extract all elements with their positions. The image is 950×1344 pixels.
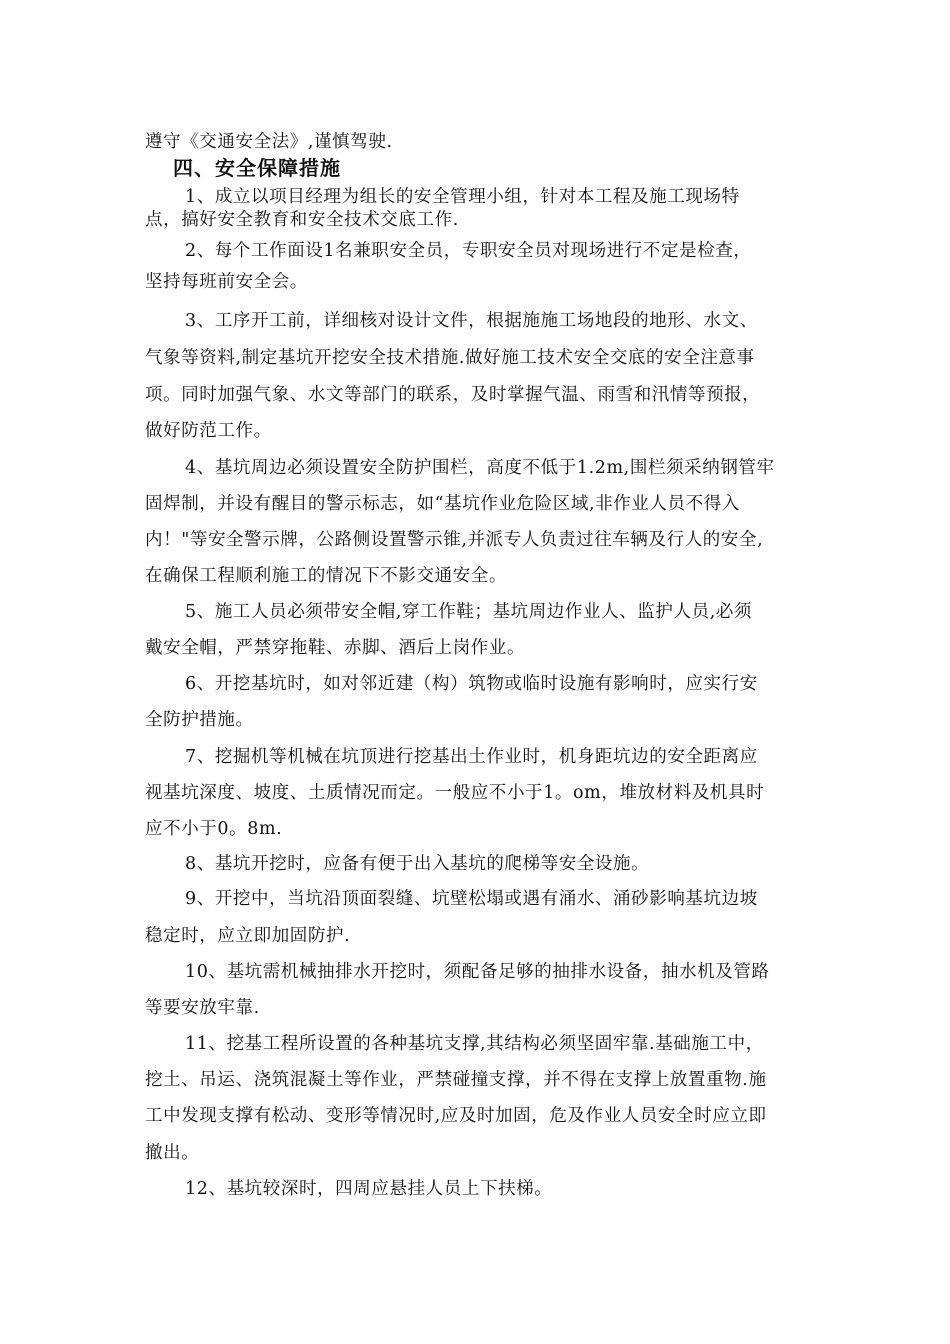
- paragraph-1-line-1: 1、成立以项目经理为组长的安全管理小组，针对本工程及施工现场特: [185, 187, 740, 207]
- paragraph-3-line-2: 气象等资料,制定基坑开挖安全技术措施.做好施工技术安全交底的安全注意事: [145, 348, 755, 368]
- paragraph-7-line-2: 视基坑深度、坡度、土质情况而定。一般应不小于1。om，堆放材料及机具时: [145, 783, 765, 803]
- paragraph-10-line-2: 等要安放牢靠.: [145, 998, 260, 1018]
- text-line: 遵守《交通安全法》,谨慎驾驶.: [145, 132, 393, 152]
- paragraph-4-line-3: 内！"等安全警示牌，公路侧设置警示锥,并派专人负责过往车辆及行人的安全,: [145, 530, 764, 550]
- paragraph-12-line-1: 12、基坑较深时，四周应悬挂人员上下扶梯。: [185, 1179, 553, 1199]
- paragraph-10-line-1: 10、基坑需机械抽排水开挖时，须配备足够的抽排水设备，抽水机及管路: [185, 962, 770, 982]
- paragraph-11-line-3: 工中发现支撑有松动、变形等情况时,应及时加固，危及作业人员安全时应立即: [145, 1106, 767, 1126]
- paragraph-6-line-2: 全防护措施。: [145, 710, 254, 730]
- paragraph-11-line-1: 11、挖基工程所设置的各种基坑支撑,其结构必须坚固牢靠.基础施工中，: [185, 1034, 764, 1054]
- paragraph-4-line-2: 固焊制，并设有醒目的警示标志，如“基坑作业危险区域,非作业人员不得入: [145, 494, 740, 514]
- paragraph-6-line-1: 6、开挖基坑时，如对邻近建（构）筑物或临时设施有影响时，应实行安: [185, 674, 758, 694]
- paragraph-5-line-2: 戴安全帽，严禁穿拖鞋、赤脚、酒后上岗作业。: [145, 638, 526, 658]
- paragraph-9-line-2: 稳定时，应立即加固防护.: [145, 926, 351, 946]
- paragraph-8-line-1: 8、基坑开挖时，应备有便于出入基坑的爬梯等安全设施。: [185, 854, 650, 874]
- paragraph-2-line-1: 2、每个工作面设1名兼职安全员，专职安全员对现场进行不定是检查，: [185, 241, 752, 261]
- paragraph-7-line-1: 7、挖掘机等机械在坑顶进行挖基出土作业时，机身距坑边的安全距离应: [185, 747, 758, 767]
- paragraph-2-line-2: 坚持每班前安全会。: [145, 272, 308, 292]
- paragraph-3-line-4: 做好防范工作。: [145, 421, 272, 441]
- paragraph-9-line-1: 9、开挖中，当坑沿顶面裂缝、坑壁松塌或遇有涌水、涌砂影响基坑边坡: [185, 889, 758, 909]
- paragraph-11-line-4: 撤出。: [145, 1143, 200, 1163]
- paragraph-4-line-1: 4、基坑周边必须设置安全防护围栏，高度不低于1.2m,围栏须采纳钢管牢: [185, 458, 775, 478]
- paragraph-3-line-3: 项。同时加强气象、水文等部门的联系，及时掌握气温、雨雪和汛情等预报，: [145, 385, 761, 405]
- paragraph-5-line-1: 5、施工人员必须带安全帽,穿工作鞋；基坑周边作业人、监护人员,必须: [185, 602, 753, 622]
- paragraph-4-line-4: 在确保工程顺利施工的情况下不影交通安全。: [145, 566, 507, 586]
- paragraph-7-line-3: 应不小于0。8m.: [145, 819, 283, 839]
- paragraph-3-line-1: 3、工序开工前，详细核对设计文件，根据施施工场地段的地形、水文、: [185, 311, 758, 331]
- section-heading: 四、安全保障措施: [173, 156, 341, 180]
- paragraph-1-line-2: 点，搞好安全教育和安全技术交底工作.: [145, 210, 459, 230]
- paragraph-11-line-2: 挖土、吊运、浇筑混凝土等作业，严禁碰撞支撑，并不得在支撑上放置重物.施: [145, 1070, 767, 1090]
